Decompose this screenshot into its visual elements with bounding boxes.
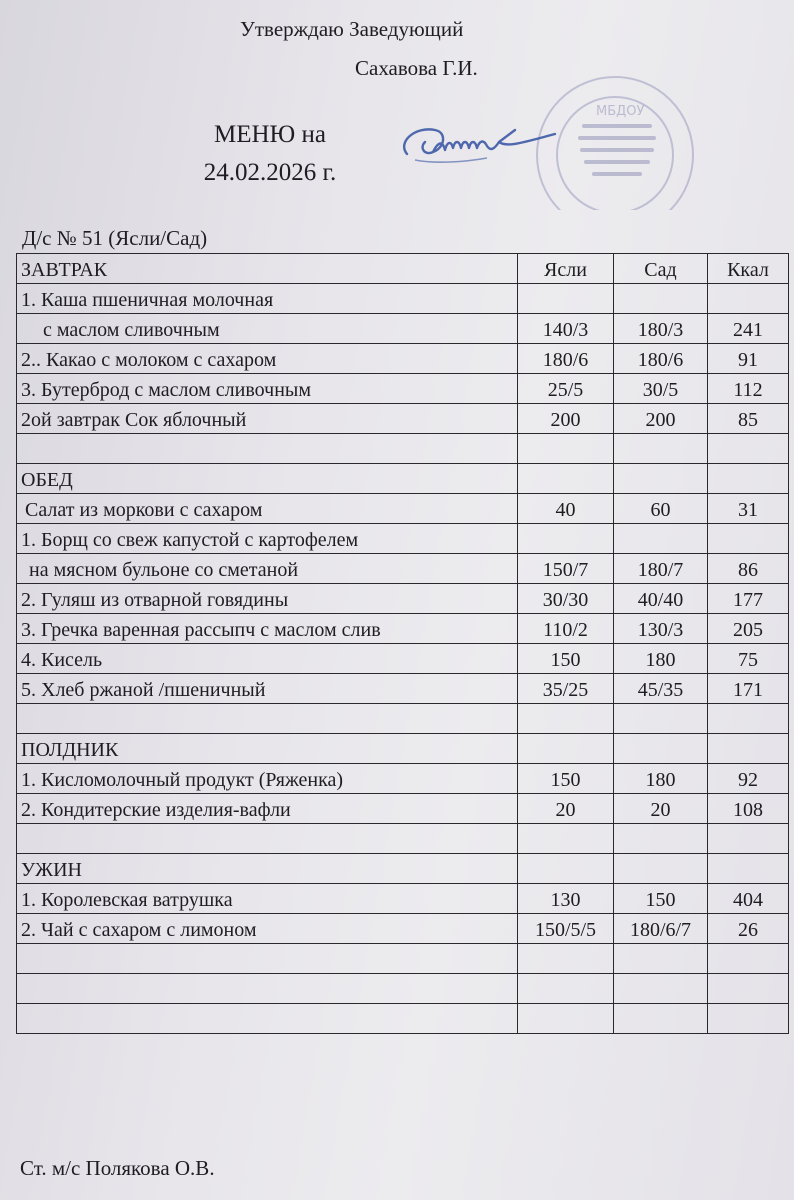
yasli-portion: 150 bbox=[518, 644, 614, 674]
kcal-value: 404 bbox=[708, 884, 789, 914]
dish-name bbox=[17, 944, 518, 974]
header-breakfast: ЗАВТРАК bbox=[17, 254, 518, 284]
sad-portion: 180 bbox=[614, 764, 708, 794]
kcal-value: 91 bbox=[708, 344, 789, 374]
table-row bbox=[17, 524, 789, 554]
dish-name bbox=[17, 434, 518, 464]
header-sad: Сад bbox=[614, 254, 708, 284]
table-row bbox=[17, 374, 789, 404]
kcal-value bbox=[708, 974, 789, 1004]
dish-name: с маслом сливочным bbox=[17, 314, 518, 344]
dish-name: 1. Каша пшеничная молочная bbox=[17, 284, 518, 314]
sad-portion: 45/35 bbox=[614, 674, 708, 704]
kcal-value: 205 bbox=[708, 614, 789, 644]
yasli-portion bbox=[518, 734, 614, 764]
table-row bbox=[17, 554, 789, 584]
dish-name: 5. Хлеб ржаной /пшеничный bbox=[17, 674, 518, 704]
header-kcal: Ккал bbox=[708, 254, 789, 284]
kcal-value: 177 bbox=[708, 584, 789, 614]
sad-portion: 200 bbox=[614, 404, 708, 434]
dish-name: 2. Гуляш из отварной говядины bbox=[17, 584, 518, 614]
sad-portion: 20 bbox=[614, 794, 708, 824]
table-row bbox=[17, 884, 789, 914]
sad-portion bbox=[614, 284, 708, 314]
table-section-row bbox=[17, 854, 789, 884]
kcal-value bbox=[708, 284, 789, 314]
kcal-value: 26 bbox=[708, 914, 789, 944]
header-yasli: Ясли bbox=[518, 254, 614, 284]
table-row bbox=[17, 344, 789, 374]
title-line-2: 24.02.2026 г. bbox=[203, 159, 337, 186]
sad-portion bbox=[614, 464, 708, 494]
sad-portion: 180 bbox=[614, 644, 708, 674]
sad-portion: 180/7 bbox=[614, 554, 708, 584]
kcal-value: 112 bbox=[708, 374, 789, 404]
sad-portion: 180/3 bbox=[614, 314, 708, 344]
sad-portion bbox=[614, 824, 708, 854]
sad-portion: 30/5 bbox=[614, 374, 708, 404]
sad-portion: 150 bbox=[614, 884, 708, 914]
yasli-portion bbox=[518, 944, 614, 974]
yasli-portion bbox=[518, 464, 614, 494]
yasli-portion bbox=[518, 434, 614, 464]
kcal-value bbox=[708, 524, 789, 554]
yasli-portion: 180/6 bbox=[518, 344, 614, 374]
yasli-portion: 25/5 bbox=[518, 374, 614, 404]
yasli-portion: 150/7 bbox=[518, 554, 614, 584]
yasli-portion: 140/3 bbox=[518, 314, 614, 344]
kcal-value bbox=[708, 464, 789, 494]
dish-name: 2.. Какао с молоком с сахаром bbox=[17, 344, 518, 374]
sad-portion bbox=[614, 974, 708, 1004]
table-row bbox=[17, 314, 789, 344]
kcal-value bbox=[708, 734, 789, 764]
sad-portion: 60 bbox=[614, 494, 708, 524]
table-row bbox=[17, 974, 789, 1004]
yasli-portion bbox=[518, 824, 614, 854]
kcal-value bbox=[708, 824, 789, 854]
dish-name bbox=[17, 1004, 518, 1034]
dish-name: 3. Бутерброд с маслом сливочным bbox=[17, 374, 518, 404]
kcal-value: 92 bbox=[708, 764, 789, 794]
sad-portion: 40/40 bbox=[614, 584, 708, 614]
yasli-portion: 200 bbox=[518, 404, 614, 434]
kcal-value bbox=[708, 944, 789, 974]
section-dinner: УЖИН bbox=[17, 854, 518, 884]
title-line-1: МЕНЮ на bbox=[214, 121, 326, 148]
yasli-portion: 30/30 bbox=[518, 584, 614, 614]
yasli-portion: 130 bbox=[518, 884, 614, 914]
table-row bbox=[17, 704, 789, 734]
dish-name bbox=[17, 974, 518, 1004]
kcal-value: 108 bbox=[708, 794, 789, 824]
dish-name bbox=[17, 824, 518, 854]
table-row bbox=[17, 644, 789, 674]
kcal-value bbox=[708, 704, 789, 734]
yasli-portion bbox=[518, 704, 614, 734]
sad-portion: 180/6/7 bbox=[614, 914, 708, 944]
dish-name: 1. Кисломолочный продукт (Ряженка) bbox=[17, 764, 518, 794]
table-row bbox=[17, 284, 789, 314]
yasli-portion: 110/2 bbox=[518, 614, 614, 644]
kcal-value: 75 bbox=[708, 644, 789, 674]
kcal-value: 241 bbox=[708, 314, 789, 344]
table-row bbox=[17, 404, 789, 434]
yasli-portion bbox=[518, 284, 614, 314]
table-row bbox=[17, 584, 789, 614]
table-section-row bbox=[17, 734, 789, 764]
table-row bbox=[17, 434, 789, 464]
table-row bbox=[17, 614, 789, 644]
kcal-value bbox=[708, 1004, 789, 1034]
dish-name bbox=[17, 704, 518, 734]
sad-portion bbox=[614, 524, 708, 554]
table-row bbox=[17, 794, 789, 824]
approval-line-1: Утверждаю Заведующий bbox=[240, 17, 464, 41]
sad-portion bbox=[614, 434, 708, 464]
yasli-portion bbox=[518, 854, 614, 884]
yasli-portion bbox=[518, 1004, 614, 1034]
yasli-portion: 35/25 bbox=[518, 674, 614, 704]
dish-name: на мясном бульоне со сметаной bbox=[17, 554, 518, 584]
dish-name: 4. Кисель bbox=[17, 644, 518, 674]
approval-line-2: Сахавова Г.И. bbox=[355, 56, 478, 80]
sad-portion bbox=[614, 854, 708, 884]
dish-name: 2ой завтрак Сок яблочный bbox=[17, 404, 518, 434]
section-afternoon-snack: ПОЛДНИК bbox=[17, 734, 518, 764]
table-row bbox=[17, 944, 789, 974]
yasli-portion bbox=[518, 524, 614, 554]
table-header-row bbox=[17, 254, 789, 284]
table-row bbox=[17, 914, 789, 944]
dish-name: 2. Чай с сахаром с лимоном bbox=[17, 914, 518, 944]
table-row bbox=[17, 494, 789, 524]
yasli-portion: 20 bbox=[518, 794, 614, 824]
dish-name: Салат из моркови с сахаром bbox=[17, 494, 518, 524]
yasli-portion bbox=[518, 974, 614, 1004]
menu-table bbox=[16, 253, 789, 1034]
table-row bbox=[17, 764, 789, 794]
sad-portion: 180/6 bbox=[614, 344, 708, 374]
stamp-text: МБДОУ bbox=[596, 104, 645, 119]
kcal-value bbox=[708, 434, 789, 464]
kcal-value: 85 bbox=[708, 404, 789, 434]
section-lunch: ОБЕД bbox=[17, 464, 518, 494]
dish-name: 3. Гречка варенная рассыпч с маслом слив bbox=[17, 614, 518, 644]
sad-portion bbox=[614, 944, 708, 974]
institution-subtitle: Д/с № 51 (Ясли/Сад) bbox=[22, 226, 208, 250]
signature-icon bbox=[395, 112, 565, 182]
table-row bbox=[17, 1004, 789, 1034]
sad-portion bbox=[614, 704, 708, 734]
dish-name: 2. Кондитерские изделия-вафли bbox=[17, 794, 518, 824]
dish-name: 1. Борщ со свеж капустой с картофелем bbox=[17, 524, 518, 554]
sad-portion: 130/3 bbox=[614, 614, 708, 644]
sad-portion bbox=[614, 1004, 708, 1034]
kcal-value bbox=[708, 854, 789, 884]
dish-name: 1. Королевская ватрушка bbox=[17, 884, 518, 914]
kcal-value: 31 bbox=[708, 494, 789, 524]
kcal-value: 171 bbox=[708, 674, 789, 704]
nurse-signature-line: Ст. м/с Полякова О.В. bbox=[20, 1156, 215, 1180]
table-row bbox=[17, 674, 789, 704]
sad-portion bbox=[614, 734, 708, 764]
kcal-value: 86 bbox=[708, 554, 789, 584]
yasli-portion: 150 bbox=[518, 764, 614, 794]
yasli-portion: 150/5/5 bbox=[518, 914, 614, 944]
table-section-row bbox=[17, 464, 789, 494]
table-row bbox=[17, 824, 789, 854]
yasli-portion: 40 bbox=[518, 494, 614, 524]
